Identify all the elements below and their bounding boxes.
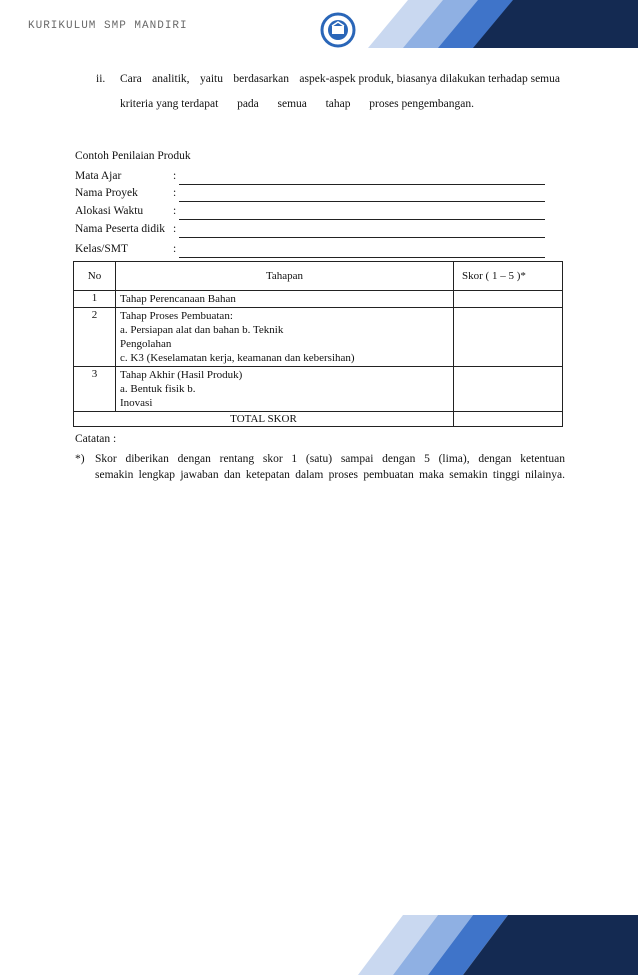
item-line-1 (120, 66, 560, 93)
row-line: Tahap Akhir (Hasil Produk) (120, 369, 243, 381)
header-no: No (74, 262, 116, 291)
row-skor-cell[interactable] (454, 291, 563, 308)
field-colon: : (173, 223, 177, 235)
table-row (74, 367, 563, 412)
row-no: 3 (74, 367, 116, 412)
item-number: ii. (96, 73, 106, 85)
field-label: Kelas/SMT (75, 243, 129, 255)
row-tahapan (116, 308, 454, 367)
notes-title: Catatan : (75, 433, 117, 445)
header-tahapan: Tahapan (116, 262, 454, 291)
word: berdasarkan (233, 73, 289, 85)
row-line: Pengolahan (120, 338, 172, 350)
row-tahapan (116, 291, 454, 308)
field-label: Nama Peserta didik (75, 223, 166, 235)
field-blank-line[interactable] (179, 184, 545, 185)
row-skor-cell[interactable] (454, 308, 563, 367)
header-decoration (348, 0, 638, 48)
field-colon: : (173, 205, 177, 217)
word: proses pengembangan. (369, 98, 474, 110)
row-line: Tahap Proses Pembuatan: (120, 310, 233, 322)
field-blank-line[interactable] (179, 257, 545, 258)
field-colon: : (173, 170, 177, 182)
total-skor-cell[interactable] (454, 412, 563, 427)
assessment-table (73, 261, 563, 427)
header-title: KURIKULUM SMP MANDIRI (28, 20, 188, 32)
item-line-2 (120, 91, 474, 118)
field-label: Nama Proyek (75, 187, 138, 199)
row-line: c. K3 (Keselamatan kerja, keamanan dan kebersihan) (120, 352, 355, 364)
total-label: TOTAL SKOR (74, 412, 454, 427)
table-total-row (74, 412, 563, 427)
note-line-1: Skor diberikan dengan rentang skor 1 (satu) sampai dengan 5 (lima), dengan ketentuan (95, 453, 565, 465)
note-marker: *) (75, 453, 85, 465)
word: tahap (325, 98, 351, 110)
form-title: Contoh Penilaian Produk (75, 150, 191, 162)
row-tahapan (116, 367, 454, 412)
table-row (74, 308, 563, 367)
row-line: a. Bentuk fisik b. (120, 383, 196, 395)
row-no: 2 (74, 308, 116, 367)
row-no: 1 (74, 291, 116, 308)
word: aspek-aspek produk, biasanya dilakukan terhadap semua (299, 73, 560, 85)
table-row (74, 291, 563, 308)
field-label: Mata Ajar (75, 170, 122, 182)
field-label: Alokasi Waktu (75, 205, 144, 217)
note-line-2: semakin lengkap jawaban dan ketepatan dalam proses pembuatan maka semakin tinggi nilainya. (95, 469, 565, 481)
row-line: Inovasi (120, 397, 153, 409)
word: analitik, (152, 73, 190, 85)
word: kriteria yang terdapat (120, 98, 219, 110)
field-colon: : (173, 243, 177, 255)
table-header-row (74, 262, 563, 291)
word: yaitu (199, 73, 223, 85)
word: pada (237, 98, 259, 110)
row-line: a. Persiapan alat dan bahan b. Teknik (120, 324, 284, 336)
field-blank-line[interactable] (179, 201, 545, 202)
row-line: Tahap Perencanaan Bahan (120, 293, 236, 305)
footer-decoration (358, 915, 638, 975)
field-blank-line[interactable] (179, 219, 545, 220)
header-skor: Skor ( 1 – 5 )* (454, 262, 563, 291)
word: semua (277, 98, 307, 110)
word: Cara (120, 73, 142, 85)
field-colon: : (173, 187, 177, 199)
row-skor-cell[interactable] (454, 367, 563, 412)
field-blank-line[interactable] (179, 237, 545, 238)
